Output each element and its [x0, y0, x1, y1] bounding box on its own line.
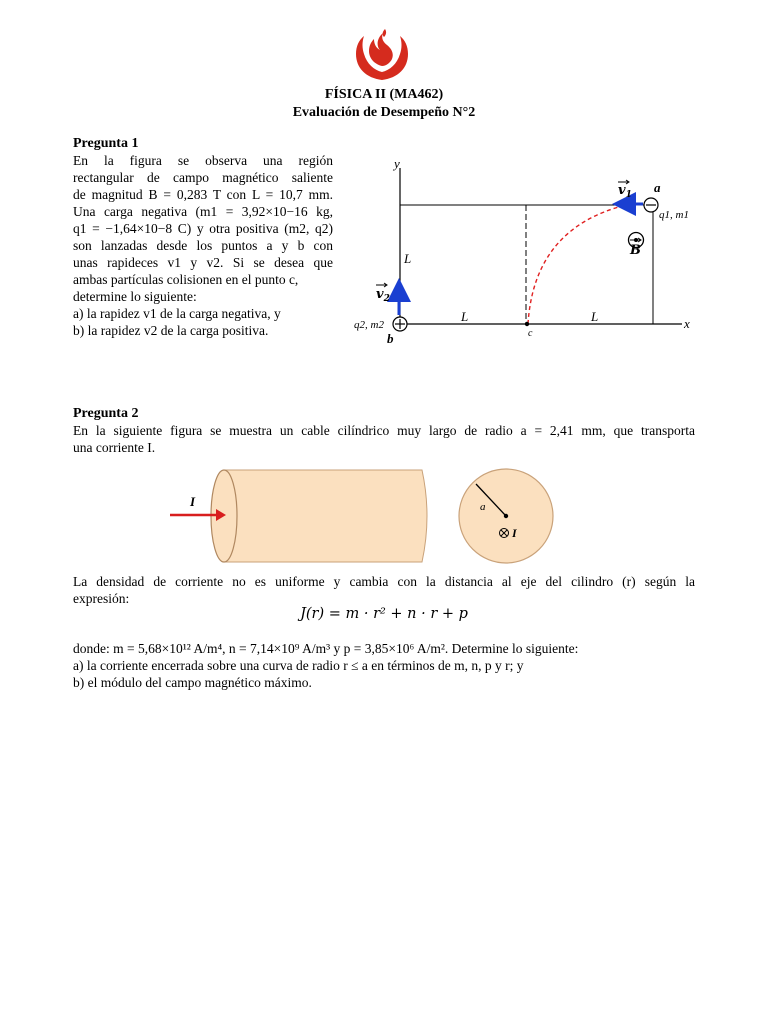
q1-item-b: b) la rapidez v2 de la carga positiva.	[73, 323, 269, 338]
point-a-label: a	[654, 180, 661, 195]
q2-density-line-2: expresión:	[73, 591, 130, 606]
x-axis-label: x	[684, 316, 690, 331]
v1-label: $v_1$	[618, 183, 632, 200]
v2-label: $v_2$	[376, 287, 390, 304]
q2-constants: donde: m = 5,68×10¹² A/m⁴, n = 7,14×10⁹ A/m³ y p = 3,85×10⁶ A/m². Determine lo siguiente:	[73, 641, 579, 656]
radius-a-label: a	[480, 501, 486, 513]
q2-density-line-1: La densidad de corriente no es uniforme y cambia con la distancia al eje del cilindro (r) según la	[73, 574, 695, 589]
B-field-label: B	[630, 243, 641, 258]
q1-line: determine lo siguiente:	[73, 289, 197, 304]
cylinder-body	[224, 470, 427, 562]
point-c-label: c	[528, 328, 533, 339]
q1-line: unas rapideces v1 y v2. Si se desea que	[73, 255, 333, 270]
q2-m2-label: q2, m2	[354, 319, 384, 331]
question-2-heading: Pregunta 2	[73, 406, 139, 421]
current-I-label: I	[190, 494, 196, 509]
q1-line: Una carga negativa (m1 = 3,92×10−16 kg,	[73, 204, 333, 219]
q1-line: son lanzadas desde los puntos a y b con	[73, 238, 333, 253]
q1-line: q1 = −1,64×10−8 C) y otra positiva (m2, q2)	[73, 221, 333, 236]
y-axis-label: y	[394, 156, 400, 171]
q2-item-a: a) la corriente encerrada sobre una curva de radio r ≤ a en términos de m, n, p y r; y	[73, 658, 524, 673]
trajectory-path	[528, 205, 626, 324]
cross-I-label: I	[512, 526, 517, 540]
q1-item-a: a) la rapidez v1 de la carga negativa, y	[73, 306, 281, 321]
magnetic-region-figure	[350, 150, 700, 350]
L-left-label: L	[404, 251, 412, 266]
q2-intro-line-1: En la siguiente figura se muestra un cable cilíndrico muy largo de radio a = 2,41 mm, que transporta	[73, 423, 695, 438]
current-density-formula: J(r) = m · r² + n · r + p	[300, 606, 468, 622]
q1-line: de magnitud B = 0,283 T con L = 10,7 mm.	[73, 187, 333, 202]
q1-m1-label: q1, m1	[659, 209, 689, 221]
L-bottom-right-label: L	[591, 309, 599, 324]
q2-intro-line-2: una corriente I.	[73, 440, 156, 455]
upc-logo-icon	[352, 26, 412, 82]
question-1-text	[73, 152, 333, 339]
document-title: FÍSICA II (MA462)	[324, 87, 444, 102]
point-b-label: b	[387, 331, 394, 346]
q1-line: ambas partículas colisionen en el punto c,	[73, 272, 299, 287]
question-1-heading: Pregunta 1	[73, 136, 139, 151]
q1-line: rectangular de campo magnético saliente	[73, 170, 333, 185]
document-subtitle: Evaluación de Desempeño N°2	[292, 105, 476, 120]
cylinder-figure	[160, 462, 610, 570]
L-bottom-left-label: L	[461, 309, 469, 324]
q1-line: En la figura se observa una región	[73, 153, 333, 168]
q2-item-b: b) el módulo del campo magnético máximo.	[73, 675, 312, 690]
point-c-dot	[525, 322, 529, 326]
